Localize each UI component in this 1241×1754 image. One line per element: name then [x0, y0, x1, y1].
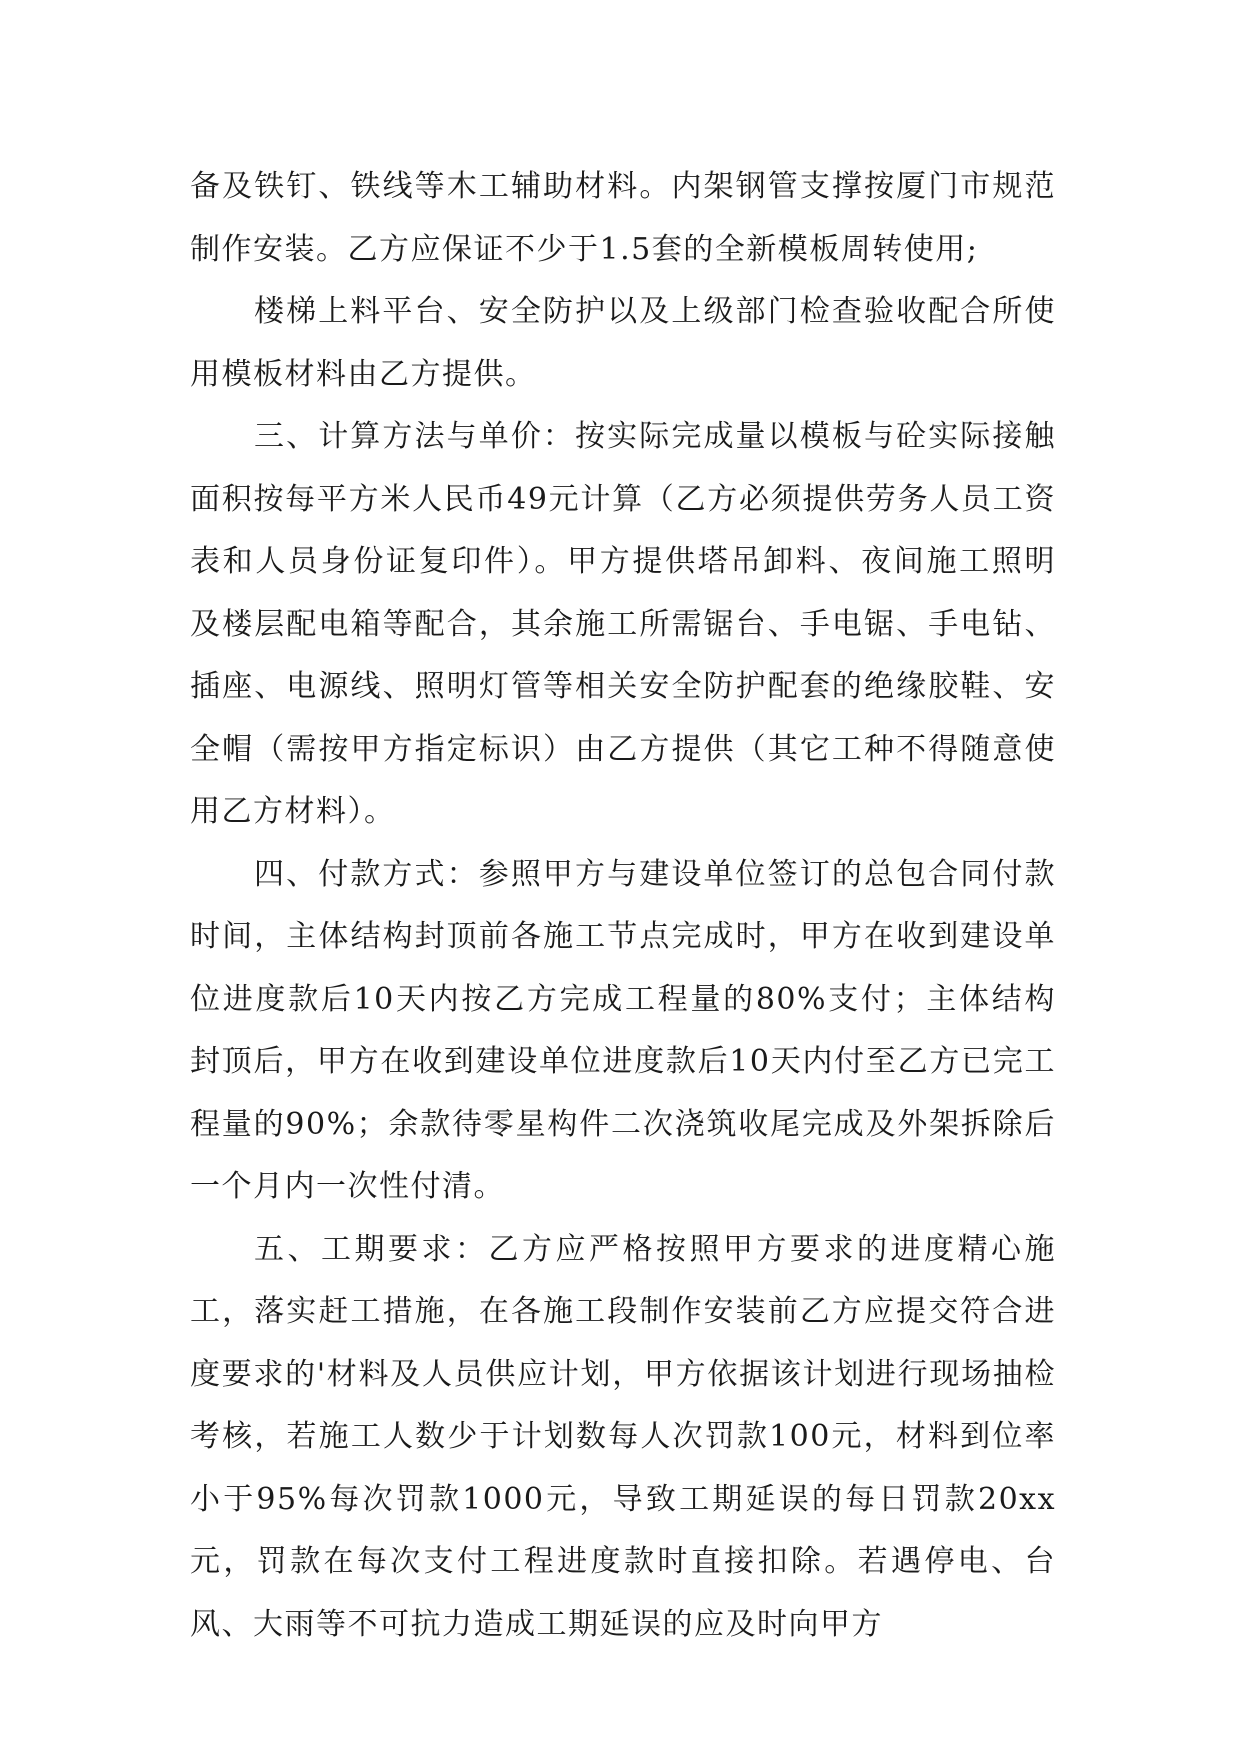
paragraph-calculation-method: 三、计算方法与单价：按实际完成量以模板与砼实际接触面积按每平方米人民币49元计算（乙方必须提供劳务人员工资表和人员身份证复印件）。甲方提供塔吊卸料、夜间施工照明及楼层配电箱等配合，其余施工所需锯台、手电锯、手电钻、插座、电源线、照明灯管等相关安全防护配套的绝缘胶鞋、安全帽（需按甲方指定标识）由乙方提供（其它工种不得随意使用乙方材料）。 [190, 419, 1056, 829]
paragraph-stair-platform: 楼梯上料平台、安全防护以及上级部门检查验收配合所使用模板材料由乙方提供。 [190, 294, 1056, 392]
paragraph-continuation: 备及铁钉、铁线等木工辅助材料。内架钢管支撑按厦门市规范制作安装。乙方应保证不少于1.5套的全新模板周转使用; [190, 169, 1056, 267]
paragraph-payment-method: 四、付款方式：参照甲方与建设单位签订的总包合同付款时间，主体结构封顶前各施工节点完成时，甲方在收到建设单位进度款后10天内按乙方完成工程量的80%支付；主体结构封顶后，甲方在收到建设单位进度款后10天内付至乙方已完工程量的90%；余款待零星构件二次浇筑收尾完成及外架拆除后一个月内一次性付清。 [190, 856, 1056, 1204]
document-body [190, 156, 1056, 1656]
paragraph-schedule-requirements: 五、工期要求：乙方应严格按照甲方要求的进度精心施工，落实赶工措施，在各施工段制作安装前乙方应提交符合进度要求的'材料及人员供应计划，甲方依据该计划进行现场抽检考核，若施工人数少于计划数每人次罚款100元，材料到位率小于95%每次罚款1000元，导致工期延误的每日罚款20xx元，罚款在每次支付工程进度款时直接扣除。若遇停电、台风、大雨等不可抗力造成工期延误的应及时向甲方 [190, 1231, 1056, 1642]
